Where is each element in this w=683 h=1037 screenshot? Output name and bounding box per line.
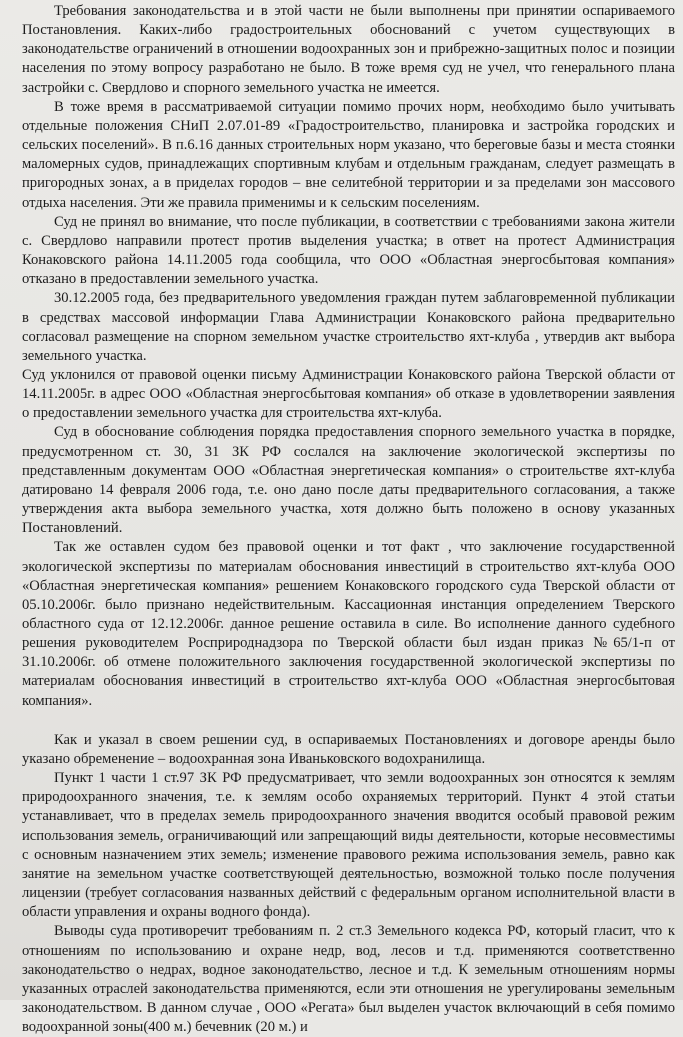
paragraph-6: Суд в обоснование соблюдения порядка предоставления спорного земельного участка в порядке, предусмотренном ст. 30, 31 ЗК РФ сослался на заключение экологической экспертизы по представленным документам ООО «Областная энергетическая компания» о строительстве яхт-клуба датировано 14 февраля 2006 года, т.е. оно дано после даты предварительного согласования, а также утверждения акта выбора земельного участка, хотя должно быть положено в основу указанных Постановлений.	[22, 424, 675, 537]
paragraph-10: Выводы суда противоречит требованиям п. 2 ст.3 Земельного кодекса РФ, который гласит, что к отношениям по использованию и охране недр, вод, лесов и т.д. применяются соответственно законодательство о недрах, водное законодательство, лесное и т.д. К земельным отношениям нормы указанных отраслей законодательства применяются, если эти отношения не урегулированы земельным законодательством. В данном случае , ООО «Регата» был выделен участок включающий в себя помимо водоохранной зоны(400 м.) бечевник (20 м.) и	[22, 923, 675, 1036]
document-body	[22, 2, 675, 1037]
paragraph-2: В тоже время в рассматриваемой ситуации помимо прочих норм, необходимо было учитывать отдельные положения СНиП 2.07.01-89 «Градостроительство, планировка и застройка городских и сельских поселений». В п.6.16 данных строительных норм указано, что береговые базы и места стоянки маломерных судов, принадлежащих спортивным клубам и отдельным гражданам, следует размещать в пригородных зонах, а в приделах городов – вне селитебной территории и за пределами зон массового отдыха населения. Эти же правила применимы и к сельским поселениям.	[22, 98, 675, 211]
paragraph-8: Как и указал в своем решении суд, в оспариваемых Постановлениях и договоре аренды было указано обременение – водоохранная зона Иваньковского водохранилища.	[22, 731, 675, 767]
paragraph-5: Суд уклонился от правовой оценки письму Администрации Конаковского района Тверской области от 14.11.2005г. в адрес ООО «Областная энергосбытовая компания» об отказе в удовлетворении заявления о предоставлении земельного участка для строительства яхт-клуба.	[22, 366, 675, 422]
paragraph-7: Так же оставлен судом без правовой оценки и тот факт , что заключение государственной экологической экспертизы по материалам обоснования инвестиций в строительство яхт-клуба ООО «Областная энергетическая компания» решением Конаковского городского суда Тверской области от 05.10.2006г. было признано недействительным. Кассационная инстанция определением Тверского областного суда от 12.12.2006г. данное решение оставила в силе. Во исполнение данного судебного решения руководителем Росприроднадзора по Тверской области был издан приказ №65/1-п от 31.10.2006г. об отмене положительного заключения государственной экологической экспертизы по материалам обоснования инвестиций в строительство яхт-клуба ООО «Областная энергосбытовая компания».	[22, 539, 675, 709]
paragraph-1: Требования законодательства и в этой части не были выполнены при принятии оспариваемого Постановления. Каких-либо градостроительных обоснований с учетом существующих в законодательстве ограничений в отношении водоохранных зон и прибрежно-защитных полос и позиции населения по этому вопросу разработано не было. В тоже время суд не учел, что генерального плана застройки с. Свердлово и спорного земельного участка не имеется.	[22, 3, 675, 96]
paragraph-4: 30.12.2005 года, без предварительного уведомления граждан путем заблаговременной публикации в средствах массовой информации Глава Администрации Конаковского района предварительно согласовал размещение на спорном земельном участке строительство яхт-клуба , утвердив акт выбора земельного участка.	[22, 290, 675, 364]
paragraph-3: Суд не принял во внимание, что после публикации, в соответствии с требованиями закона жители с. Свердлово направили протест против выделения участка; в ответ на протест Администрация Конаковского района 14.11.2005 года сообщила, что ООО «Областная энергосбытовая компания» отказано в предоставлении земельного участка.	[22, 213, 675, 288]
paragraph-9: Пункт 1 части 1 ст.97 ЗК РФ предусматривает, что земли водоохранных зон относятся к землям природоохранного значения, т.е. к землям особо охраняемых территорий. Пункт 4 этой статьи устанавливает, что в пределах земель природоохранного значения вводится особый правовой режим использования земель, ограничивающий или запрещающий виды деятельности, которые несовместимы с основным назначением этих земель; изменение правового режима использования земель, равно как занятие на земельном участке соответствующей деятельностью, возможной только после получения лицензии (требует согласования названных действий с федеральным органом исполнительной власти в области управления и охраны водного фонда).	[22, 770, 675, 921]
